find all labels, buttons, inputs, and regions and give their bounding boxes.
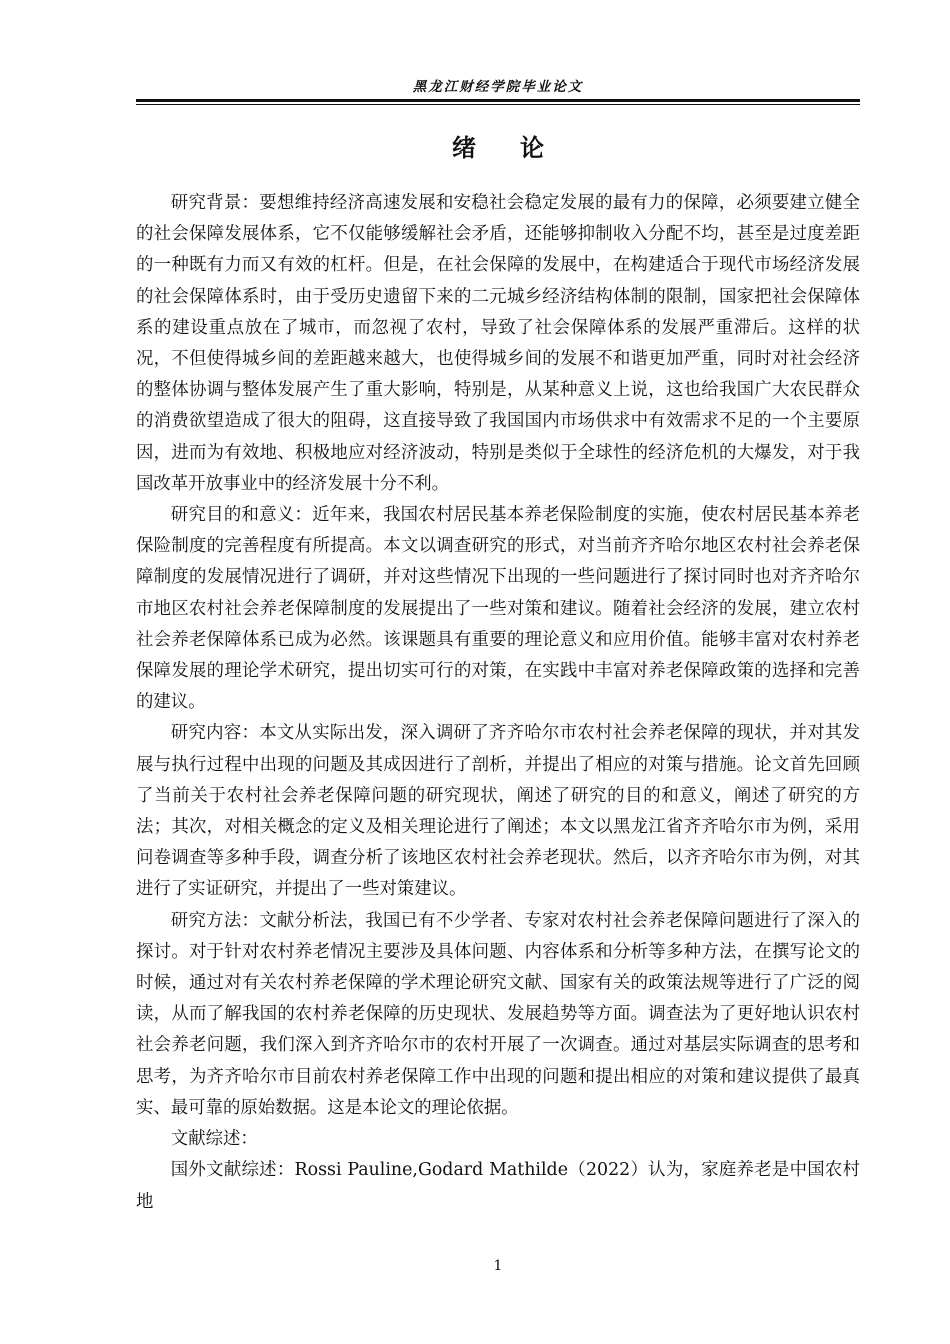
header-rule-thin xyxy=(136,104,860,105)
chapter-title: 绪论 xyxy=(452,134,588,162)
paragraph-background: 研究背景：要想维持经济高速发展和安稳社会稳定发展的最有力的保障，必须要建立健全的社会保障发展体系，它不仅能够缓解社会矛盾，还能够抑制收入分配不均，甚至是过度差距的一种既有力而又有效的杠杆。但是，在社会保障的发展中，在构建适合于现代市场经济发展的社会保障体系时，由于受历史遗留下来的二元城乡经济结构体制的限制，国家把社会保障体系的建设重点放在了城市，而忽视了农村，导致了社会保障体系的发展严重滞后。这样的状况，不但使得城乡间的差距越来越大，也使得城乡间的发展不和谐更加严重，同时对社会经济的整体协调与整体发展产生了重大影响，特别是，从某种意义上说，这也给我国广大农民群众的消费欲望造成了很大的阻碍，这直接导致了我国国内市场供求中有效需求不足的一个主要原因，进而为有效地、积极地应对经济波动，特别是类似于全球性的经济危机的大爆发，对于我国改革开放事业中的经济发展十分不利。 xyxy=(136,193,860,494)
running-header: 黑龙江财经学院毕业论文 xyxy=(412,79,584,95)
paragraph-content: 研究内容：本文从实际出发，深入调研了齐齐哈尔市农村社会养老保障的现状，并对其发展与执行过程中出现的问题及其成因进行了剖析，并提出了相应的对策与措施。论文首先回顾了当前关于农村社会养老保障问题的研究现状，阐述了研究的目的和意义，阐述了研究的方法；其次，对相关概念的定义及相关理论进行了阐述；本文以黑龙江省齐齐哈尔市为例，采用问卷调查等多种手段，调查分析了该地区农村社会养老现状。然后，以齐齐哈尔市为例，对其进行了实证研究，并提出了一些对策建议。 xyxy=(136,723,860,900)
page-number: 1 xyxy=(493,1258,503,1274)
paragraph-review-heading: 文献综述： xyxy=(170,1129,258,1150)
paragraph-method: 研究方法：文献分析法，我国已有不少学者、专家对农村社会养老保障问题进行了深入的探讨。对于针对农村养老情况主要涉及具体问题、内容体系和分析等多种方法，在撰写论文的时候，通过对有关农村养老保障的学术理论研究文献、国家有关的政策法规等进行了广泛的阅读，从而了解我国的农村养老保障的历史现状、发展趋势等方面。调查法为了更好地认识农村社会养老问题，我们深入到齐齐哈尔市的农村开展了一次调查。通过对基层实际调查的思考和思考，为齐齐哈尔市目前农村养老保障工作中出现的问题和提出相应的对策和建议提供了最真实、最可靠的原始数据。这是本论文的理论依据。 xyxy=(136,910,860,1118)
header-rule-thick xyxy=(136,99,860,102)
body-text xyxy=(136,188,860,1218)
paragraph-purpose: 研究目的和意义：近年来，我国农村居民基本养老保险制度的实施，使农村居民基本养老保险制度的完善程度有所提高。本文以调查研究的形式，对当前齐齐哈尔地区农村社会养老保障制度的发展情况进行了调研，并对这些情况下出现的一些问题进行了探讨同时也对齐齐哈尔市地区农村社会养老保障制度的发展提出了一些对策和建议。随着社会经济的发展，建立农村社会养老保障体系已成为必然。该课题具有重要的理论意义和应用价值。能够丰富对农村养老保障发展的理论学术研究，提出切实可行的对策，在实践中丰富对养老保障政策的选择和完善的建议。 xyxy=(136,505,860,713)
paragraph-foreign-review: 国外文献综述：Rossi Pauline,Godard Mathilde（2022）认为，家庭养老是中国农村地 xyxy=(136,1160,860,1212)
